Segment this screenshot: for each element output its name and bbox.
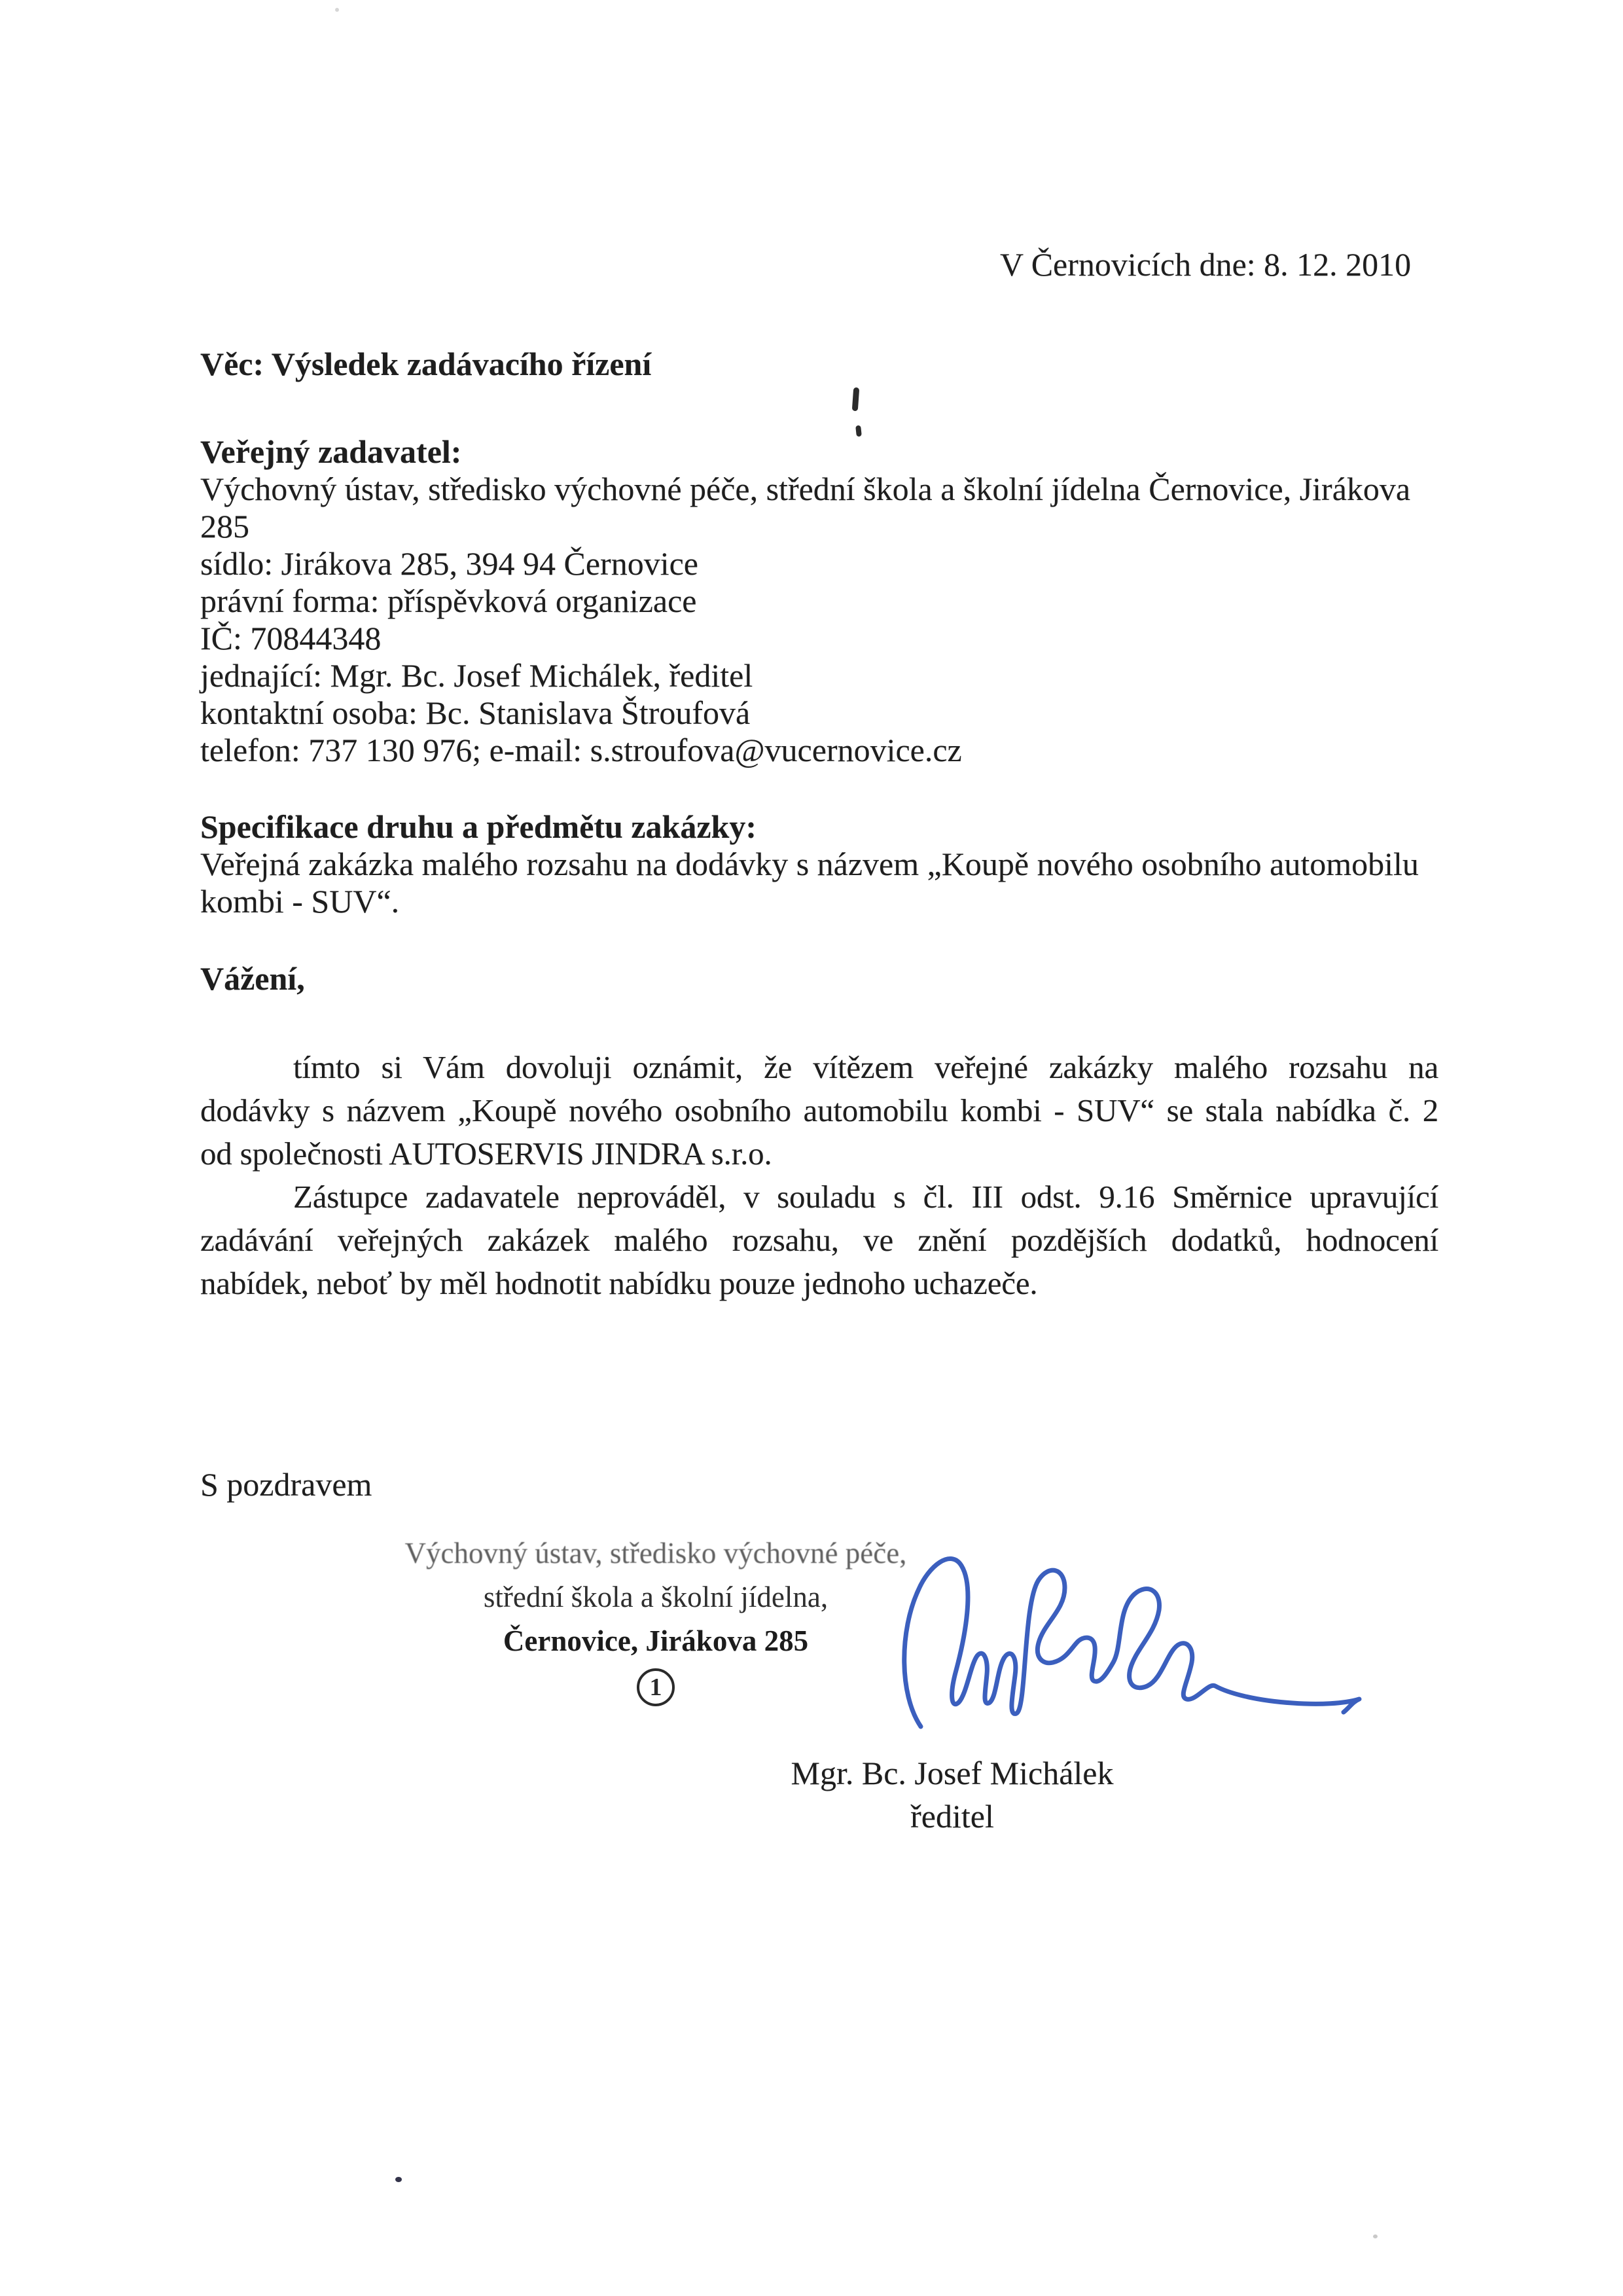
stamp-line-2: střední škola a školní jídelna, xyxy=(483,1581,829,1613)
signature-stroke xyxy=(904,1559,1359,1727)
specification-line: Veřejná zakázka malého rozsahu na dodávky s názvem „Koupě nového osobního automobilu xyxy=(200,846,1419,882)
body-paragraphs xyxy=(200,1046,1438,1305)
scan-speck xyxy=(395,2177,402,2182)
body-line: nabídek, neboť by měl hodnotit nabídku pouze jednoho uchazeče. xyxy=(200,1265,1038,1301)
signer-title: ředitel xyxy=(910,1798,994,1835)
closing-line: S pozdravem xyxy=(200,1466,372,1503)
signer-name: Mgr. Bc. Josef Michálek xyxy=(791,1755,1114,1791)
signer-block xyxy=(736,1751,1168,1838)
specification-line: kombi - SUV“. xyxy=(200,883,400,920)
authority-line: právní forma: příspěvková organizace xyxy=(200,583,697,619)
authority-line: sídlo: Jirákova 285, 394 94 Černovice xyxy=(200,545,698,582)
signature-scribble xyxy=(887,1525,1384,1741)
specification-block xyxy=(200,808,1419,920)
authority-line: IČ: 70844348 xyxy=(200,620,382,656)
scan-speck xyxy=(1373,2234,1378,2238)
authority-line: telefon: 737 130 976; e-mail: s.stroufova@vucernovice.cz xyxy=(200,732,962,768)
stamp-line-3: Černovice, Jirákova 285 xyxy=(503,1624,809,1657)
subject-line: Věc: Výsledek zadávacího řízení xyxy=(200,346,652,382)
salutation: Vážení, xyxy=(200,960,305,997)
body-line: od společnosti AUTOSERVIS JINDRA s.r.o. xyxy=(200,1136,772,1172)
ink-smudge-artifact xyxy=(852,387,859,412)
authority-line: kontaktní osoba: Bc. Stanislava Štroufová xyxy=(200,694,751,731)
date-line: V Černovicích dne: 8. 12. 2010 xyxy=(1000,246,1412,283)
authority-line: jednající: Mgr. Bc. Josef Michálek, ředitel xyxy=(200,657,753,694)
authority-line: Výchovný ústav, středisko výchovné péče, střední škola a školní jídelna Černovice, Jirákova xyxy=(200,471,1411,507)
authority-line: 285 xyxy=(200,508,249,545)
scan-speck xyxy=(335,8,339,12)
authority-heading: Veřejný zadavatel: xyxy=(200,433,462,470)
body-line: Zástupce zadavatele neprováděl, v souladu s čl. III odst. 9.16 Směrnice upravující xyxy=(293,1179,1438,1215)
specification-heading: Specifikace druhu a předmětu zakázky: xyxy=(200,808,757,845)
body-line: dodávky s názvem „Koupě nového osobního automobilu kombi - SUV“ se stala nabídka č. 2 xyxy=(200,1092,1438,1128)
official-stamp xyxy=(381,1532,931,1706)
body-line: tímto si Vám dovoluji oznámit, že vítězem veřejné zakázky malého rozsahu na xyxy=(293,1049,1438,1085)
stamp-circled-number: 1 xyxy=(637,1668,675,1706)
stamp-line-1: Výchovný ústav, středisko výchovné péče, xyxy=(404,1537,907,1570)
contracting-authority-block xyxy=(200,433,1410,769)
body-line: zadávání veřejných zakázek malého rozsahu, ve znění pozdějších dodatků, hodnocení xyxy=(200,1222,1438,1258)
